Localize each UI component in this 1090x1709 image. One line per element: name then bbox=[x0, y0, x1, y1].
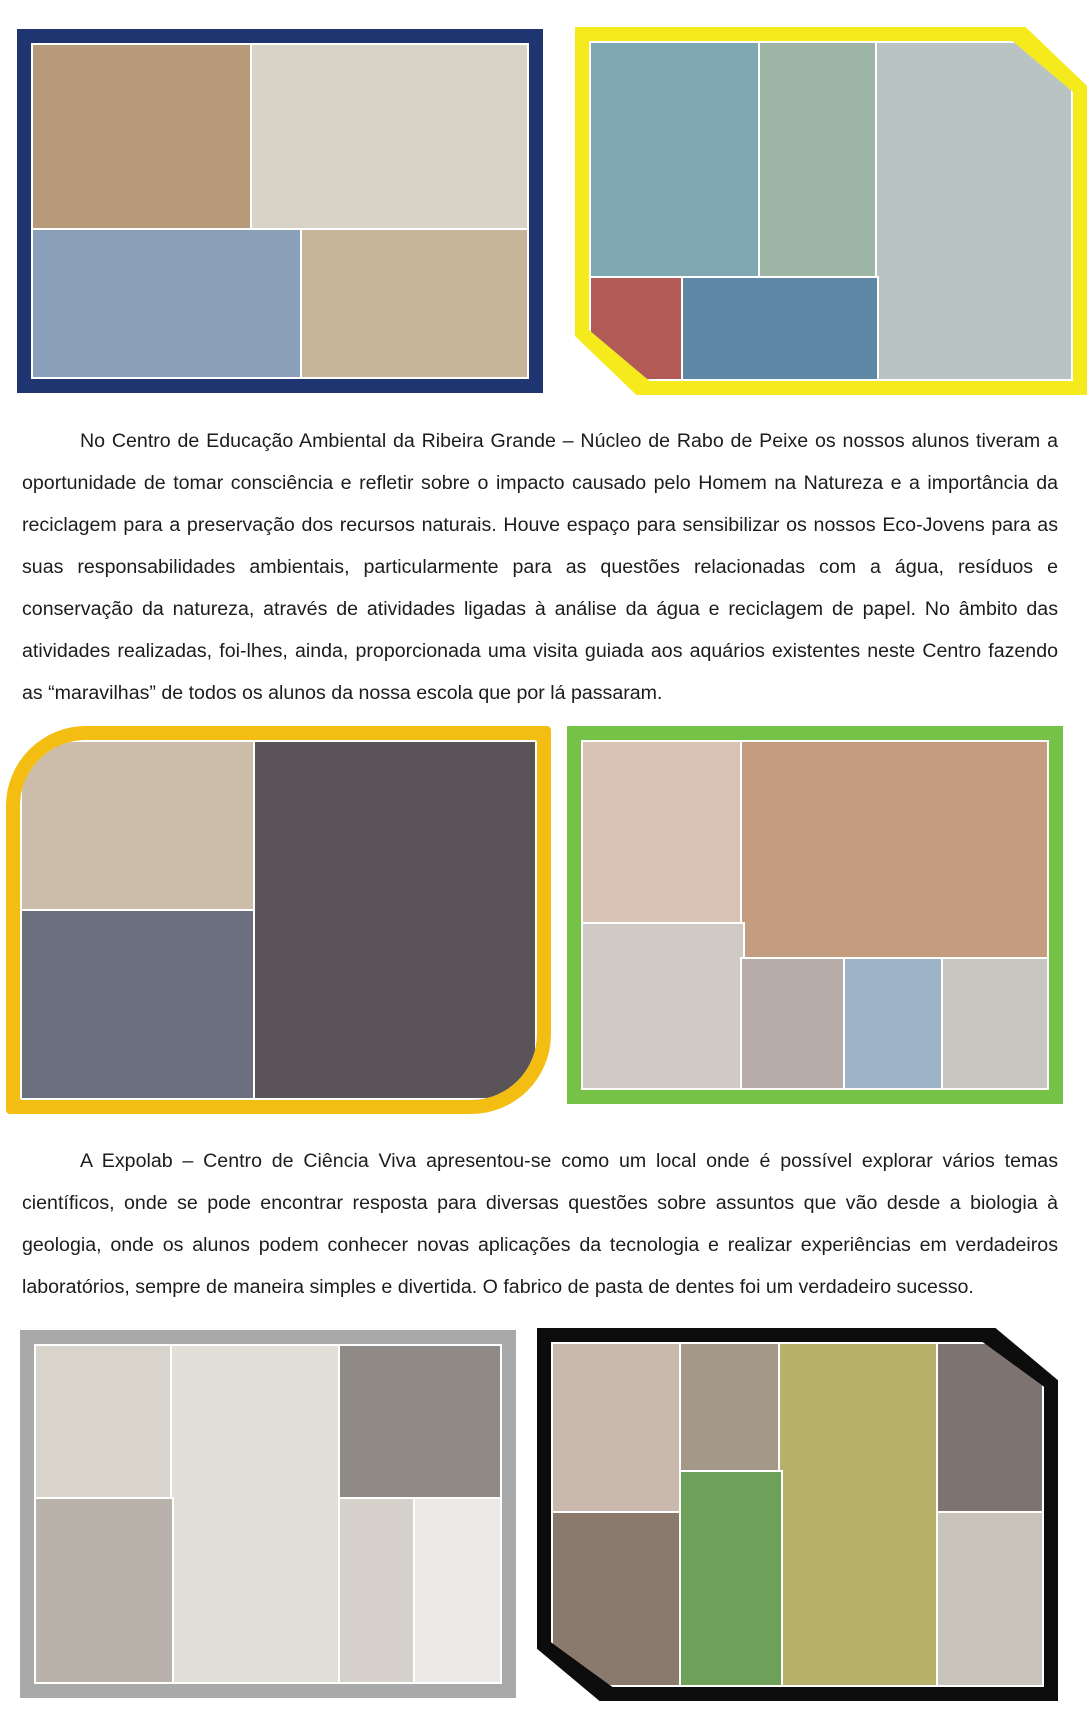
photo-student-mixing-pulp bbox=[875, 41, 1073, 381]
photo-student-drawing bbox=[740, 957, 848, 1090]
photo-tablet-exhibit bbox=[778, 1342, 941, 1687]
photo-collage-technology-black bbox=[537, 1328, 1058, 1701]
photo-students-experimenting bbox=[170, 1344, 343, 1684]
photo-lab-closeup bbox=[338, 1344, 502, 1500]
collage-photos bbox=[589, 41, 1073, 381]
photo-classroom-tables bbox=[31, 43, 260, 231]
photo-student-exhibit bbox=[936, 1511, 1044, 1687]
collage-photos bbox=[581, 740, 1049, 1090]
paragraph-centro-educacao-ambiental: No Centro de Educação Ambiental da Ribeira Grande – Núcleo de Rabo de Peixe os nossos alunos tiveram a oportunidade de tomar consciência e refletir sobre o impacto causado pelo Homem na Natureza e a importância da reciclagem para a preservação dos recursos naturais. Houve espaço para sensibilizar os nossos Eco-Jovens para as suas responsabilidades ambientais, particularmente para as questões relacionadas com a água, resíduos e conservação da natureza, através de atividades ligadas à análise da água e reciclagem de papel. No âmbito das atividades realizadas, foi-lhes, ainda, proporcionada uma visita guiada aos aquários existentes neste Centro fazendo as “maravilhas” de todos os alunos da nossa escola que por lá passaram. bbox=[22, 430, 1058, 704]
photo-student-washing bbox=[758, 41, 879, 279]
photo-3d-printer bbox=[936, 1342, 1044, 1515]
photo-lab-bench bbox=[338, 1497, 418, 1684]
photo-student-cutting bbox=[941, 957, 1049, 1090]
photo-students-kneeling bbox=[589, 276, 686, 381]
collage-photos bbox=[34, 1344, 502, 1684]
photo-blue-basin-recycling bbox=[31, 228, 305, 379]
photo-collage-paper-recycling-yellow bbox=[575, 27, 1087, 395]
photo-collage-science-lab-gray bbox=[20, 1330, 516, 1698]
photo-formula-wall bbox=[34, 1497, 174, 1684]
photo-group-lab-coats bbox=[34, 1344, 174, 1500]
photo-hand-with-cup bbox=[413, 1497, 502, 1684]
photo-collage-classroom-navy bbox=[17, 29, 543, 393]
photo-projection-room bbox=[20, 909, 258, 1100]
photo-green-room-exhibit bbox=[679, 1470, 783, 1687]
photo-class-group bbox=[551, 1511, 684, 1687]
collage-photos bbox=[20, 740, 537, 1100]
photo-students-at-table bbox=[20, 740, 258, 913]
photo-plastic-crafts bbox=[581, 740, 745, 926]
photo-collage-crafts-green bbox=[567, 726, 1063, 1104]
photo-students-group bbox=[679, 1342, 783, 1473]
photo-collage-aquarium-gold bbox=[6, 726, 551, 1114]
photo-blue-paper-craft bbox=[843, 957, 946, 1090]
photo-drying-paper-sheets bbox=[681, 276, 879, 381]
photo-green-basins bbox=[589, 41, 763, 279]
photo-students-writing bbox=[250, 43, 529, 231]
collage-photos bbox=[31, 43, 529, 379]
photo-painting-with-brush bbox=[581, 922, 745, 1090]
photo-robotics-floor bbox=[551, 1342, 684, 1515]
collage-photos bbox=[551, 1342, 1044, 1687]
photo-classroom-activity bbox=[740, 740, 1049, 961]
photo-students-seated-floor bbox=[253, 740, 537, 1100]
paragraph-expolab: A Expolab – Centro de Ciência Viva apresentou-se como um local onde é possível explorar vários temas científicos, onde se pode encontrar resposta para diversas questões sobre assuntos que vão desde a biologia à geologia, onde os alunos podem conhecer novas aplicações da tecnologia e realizar experiências em verdadeiros laboratórios, sempre de maneira simples e divertida. O fabrico de pasta de dentes foi um verdadeiro sucesso. bbox=[22, 1150, 1058, 1298]
photo-students-at-desk bbox=[300, 228, 529, 379]
